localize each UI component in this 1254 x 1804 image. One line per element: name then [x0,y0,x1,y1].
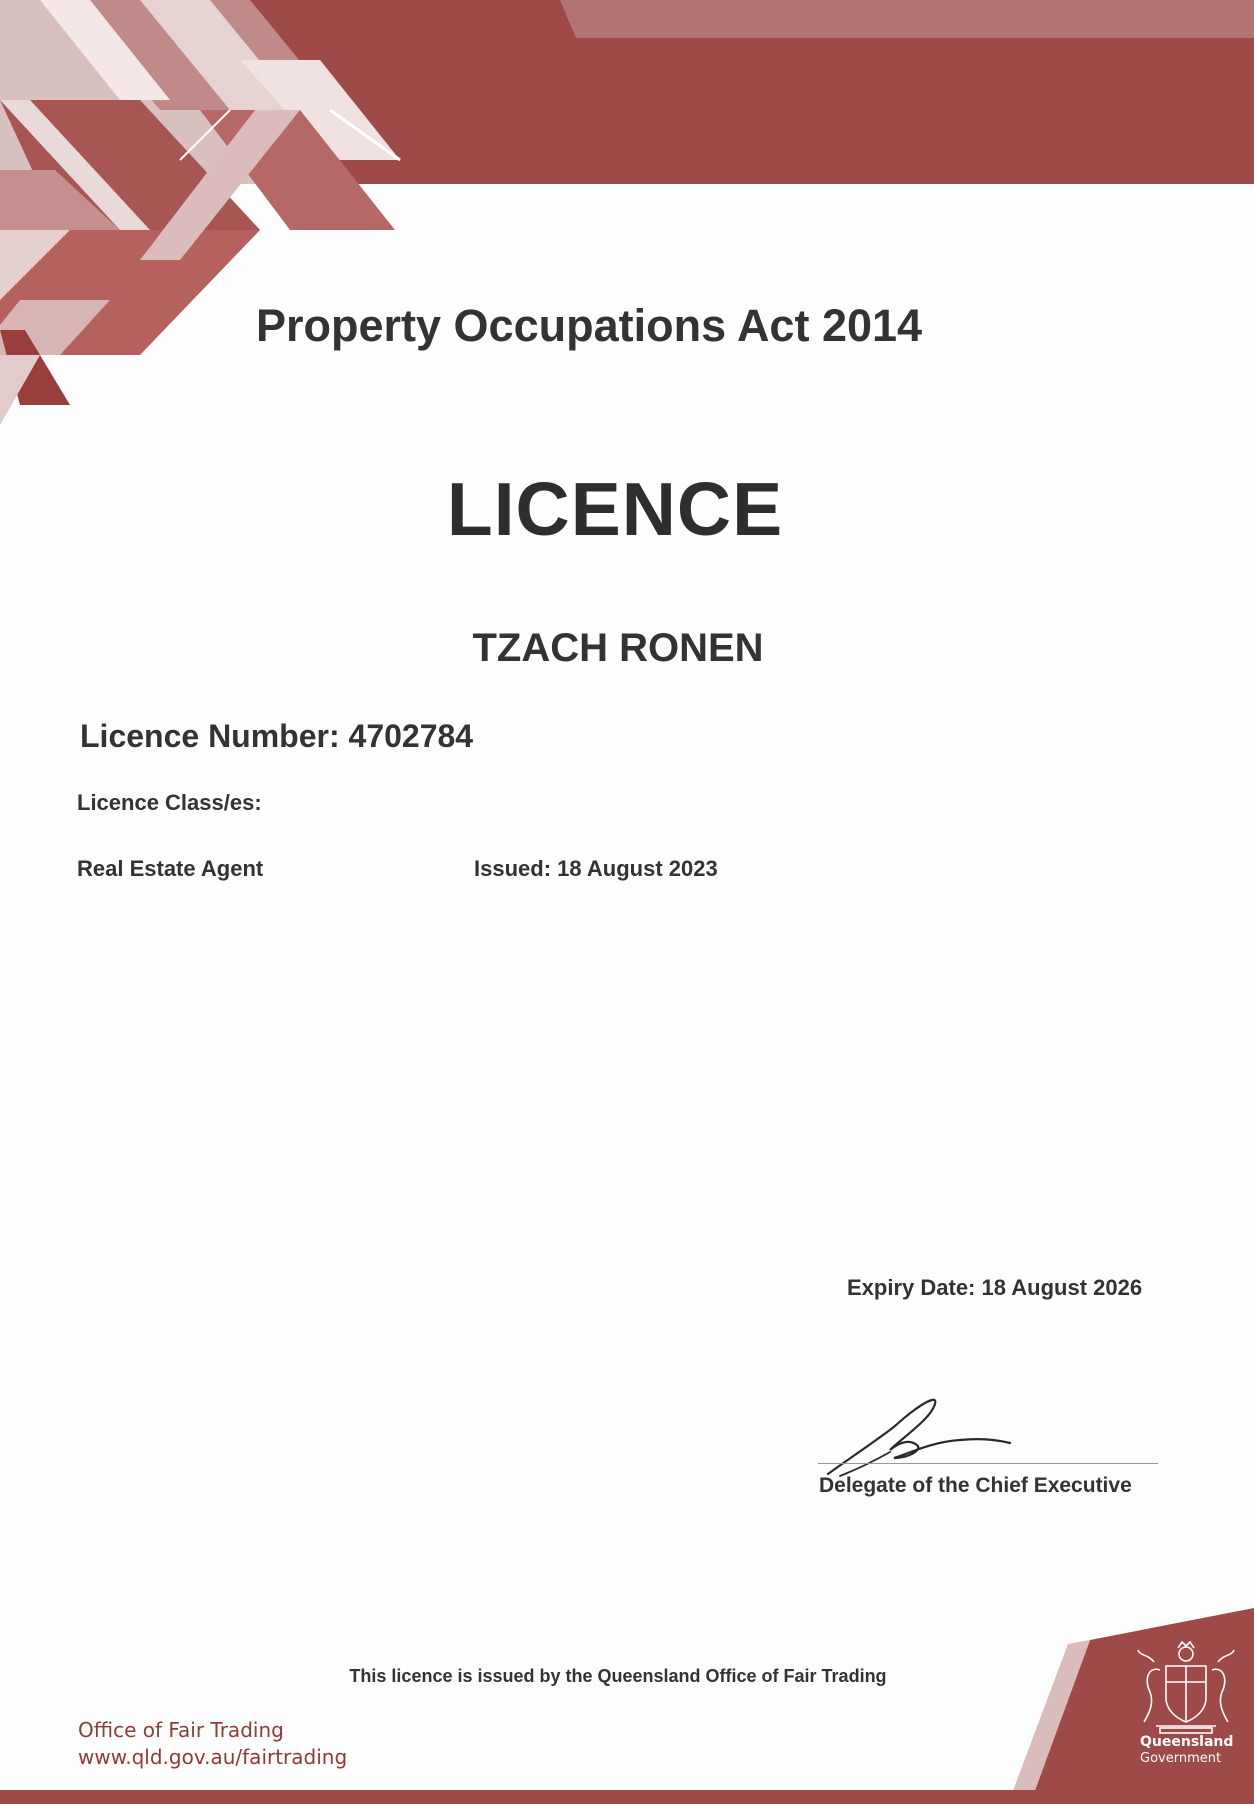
geometric-banner-graphic [0,0,1254,440]
government-name: Queensland [1140,1734,1234,1750]
licence-number: Licence Number: 4702784 [80,718,474,754]
act-title: Property Occupations Act 2014 [256,300,923,351]
signature-line [818,1463,1158,1464]
office-url[interactable]: www.qld.gov.au/fairtrading [78,1745,348,1769]
expiry-date: Expiry Date: 18 August 2026 [847,1275,1143,1300]
issued-date: Issued: 18 August 2023 [474,856,718,881]
licence-class-label: Licence Class/es: [77,790,262,815]
licence-heading: LICENCE [446,467,784,551]
licence-class-value: Real Estate Agent [77,856,264,881]
footer-graphic [0,1600,1254,1804]
government-label: Government [1140,1751,1222,1766]
handwritten-signature [820,1396,1020,1478]
office-name: Office of Fair Trading [78,1718,284,1742]
licence-holder-name: TZACH RONEN [472,626,764,670]
signature-caption: Delegate of the Chief Executive [819,1474,1132,1497]
issuer-statement: This licence is issued by the Queensland Office of Fair Trading [349,1666,887,1686]
